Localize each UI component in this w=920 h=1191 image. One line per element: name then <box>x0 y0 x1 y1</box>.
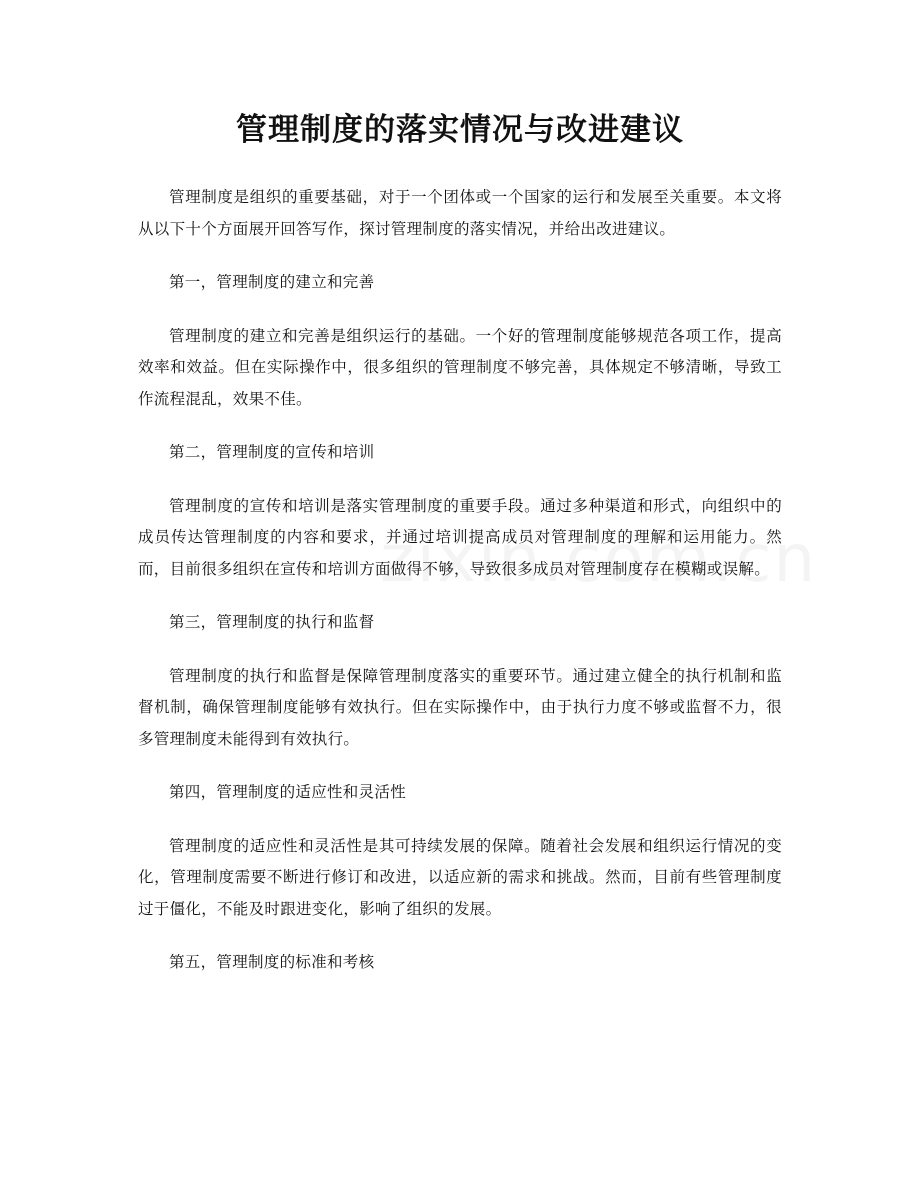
section-heading: 第一，管理制度的建立和完善 <box>169 273 375 291</box>
section-paragraph: 管理制度的适应性和灵活性是其可持续发展的保障。随着社会发展和组织运行情况的变化，管理制度需要不断进行修订和改进，以适应新的需求和挑战。然而，目前有些管理制度过于僵化，不能及时跟进变化，影响了组织的发展。 <box>138 836 782 918</box>
section-paragraph: 管理制度的宣传和培训是落实管理制度的重要手段。通过多种渠道和形式，向组织中的成员传达管理制度的内容和要求，并通过培训提高成员对管理制度的理解和运用能力。然而，目前很多组织在宣传和培训方面做得不够，导致很多成员对管理制度存在模糊或误解。 <box>138 496 782 578</box>
section-heading: 第五，管理制度的标准和考核 <box>169 953 375 971</box>
section-paragraph: 管理制度的执行和监督是保障管理制度落实的重要环节。通过建立健全的执行机制和监督机制，确保管理制度能够有效执行。但在实际操作中，由于执行力度不够或监督不力，很多管理制度未能得到有效执行。 <box>138 666 782 748</box>
section-heading: 第二，管理制度的宣传和培训 <box>169 443 375 461</box>
intro-paragraph: 管理制度是组织的重要基础，对于一个团体或一个国家的运行和发展至关重要。本文将从以下十个方面展开回答写作，探讨管理制度的落实情况，并给出改进建议。 <box>138 188 782 238</box>
section-heading: 第三，管理制度的执行和监督 <box>169 613 375 631</box>
document-body <box>138 182 782 979</box>
page-title: 管理制度的落实情况与改进建议 <box>236 112 684 148</box>
section-heading: 第四，管理制度的适应性和灵活性 <box>169 783 407 801</box>
section-paragraph: 管理制度的建立和完善是组织运行的基础。一个好的管理制度能够规范各项工作，提高效率和效益。但在实际操作中，很多组织的管理制度不够完善，具体规定不够清晰，导致工作流程混乱，效果不佳。 <box>138 326 782 408</box>
